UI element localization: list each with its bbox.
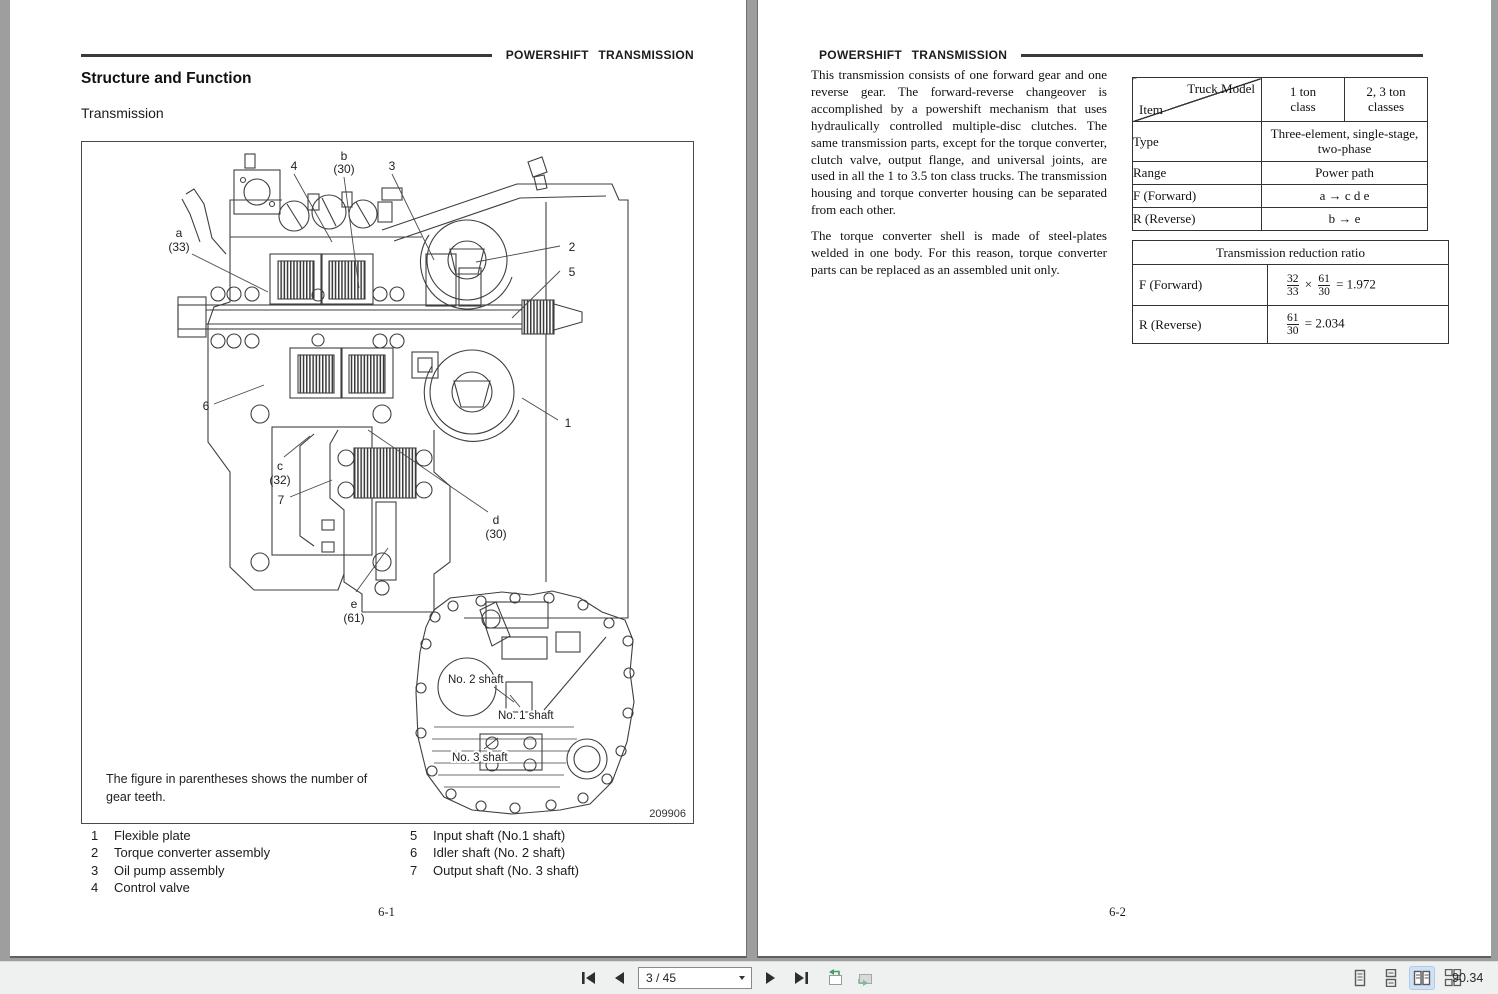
transmission-end-view [416,591,634,814]
body-text [811,67,1107,288]
part-number: 5 [410,828,418,843]
callout-3: 3 [388,159,396,173]
document-page-right [757,0,1491,958]
end-view-shaft-labels [448,674,554,764]
row-value: Power path [1262,162,1428,185]
part-label: Idler shaft (No. 2 shaft) [433,845,566,861]
document-page-left [10,0,747,958]
part-number: 4 [91,879,99,895]
page-navigation-cluster [578,962,876,994]
page-number-right: 6-2 [1109,905,1126,919]
multiply-sign: × [1304,275,1313,291]
callout-d-teeth: (30) [485,527,507,541]
callout-a: a [175,226,183,240]
next-view-button[interactable] [854,968,876,988]
zoom-level-value[interactable]: 90.34 [1452,971,1484,985]
part-number: 3 [91,862,99,878]
part-number: 6 [410,845,418,861]
part-number: 2 [91,845,99,861]
forward-ratio-value [1268,265,1449,306]
page-number-value: 3 / 45 [646,971,677,985]
page-layout-cluster [1348,962,1465,994]
corner-label-truck-model: Truck Model [1187,81,1255,96]
parts-list-item [410,862,710,879]
ratio-result: = 1.972 [1336,275,1376,291]
label-no1-shaft: No. 1 shaft [498,710,554,722]
last-page-icon [793,971,809,985]
right-page-header [819,48,1423,62]
header-rule [1021,54,1423,57]
row-label: R (Reverse) [1133,208,1262,231]
previous-page-button[interactable] [608,968,630,988]
callout-7: 7 [277,493,285,507]
page-number-combobox[interactable] [638,967,752,989]
row-label: Type [1133,122,1262,162]
parts-list-item [91,862,391,879]
reduction-ratio-table [1132,240,1449,344]
callout-5: 5 [568,265,576,279]
next-view-icon [855,969,875,987]
row-label: F (Forward) [1133,265,1268,306]
callout-c: c [277,459,283,473]
corner-label-item: Item [1139,102,1163,117]
part-label: Control valve [114,879,190,895]
label-no3-shaft: No. 3 shaft [452,752,508,764]
first-page-icon [581,971,597,985]
row-label: F (Forward) [1133,185,1262,208]
previous-page-icon [613,971,625,985]
ratio-result: = 2.034 [1304,315,1345,331]
next-page-icon [765,971,777,985]
combobox-caret-icon [739,976,745,980]
part-label: Flexible plate [114,828,191,843]
parts-list-right-column [410,827,710,879]
row-value: a → c d e [1262,185,1428,208]
viewer-status-bar [0,961,1498,994]
page-number-left: 6-1 [378,905,395,919]
parts-list-left-column [91,827,391,896]
paragraph: The torque converter shell is made of steel-plates welded in one body. For this reason, torque converter parts can be replaced as an assembled unit only. [811,228,1107,277]
chapter-title: POWERSHIFT TRANSMISSION [819,48,1008,62]
chapter-title: POWERSHIFT TRANSMISSION [505,48,694,62]
transmission-figure [81,141,694,824]
previous-view-icon [825,969,845,987]
row-label: Range [1133,162,1262,185]
callout-c-teeth: (32) [269,473,291,487]
parts-list-item [91,879,391,896]
part-label: Oil pump assembly [114,862,225,878]
callout-e-teeth: (61) [343,611,365,625]
left-page-header [81,48,694,62]
facing-layout-button[interactable] [1410,967,1434,989]
facing-layout-icon [1412,969,1432,987]
last-page-button[interactable] [790,968,812,988]
callout-d: d [492,513,500,527]
parts-list-item [91,827,391,844]
specs-table-corner-cell [1133,78,1262,122]
parts-list-item [410,827,710,844]
header-rule [81,54,492,57]
figure-number: 209906 [649,808,686,820]
table-title: Transmission reduction ratio [1133,241,1449,265]
previous-view-button[interactable] [824,968,846,988]
callout-e: e [350,597,358,611]
callout-b: b [340,149,348,163]
column-header: 1 ton class [1262,78,1345,122]
transmission-cross-section [175,154,628,618]
specs-table [1132,77,1428,231]
paragraph: This transmission consists of one forward gear and one reverse gear. The forward-reverse changeover is accomplished by a powershift mechanism that uses hydraulically controlled multiple-disc clutches. The same transmission parts, except for the torque converter, clutch valve, output flange, and universal joints, are used in all the 1 to 3.5 ton class trucks. The transmission housing and torque converter housing can be separated from each other. [811,67,1107,218]
callout-6: 6 [202,399,210,413]
part-number: 1 [91,828,99,843]
fraction: $\frac{61}{30}$ [1287,312,1299,337]
parts-list-item [410,844,710,861]
continuous-layout-button[interactable] [1379,967,1403,989]
part-label: Input shaft (No.1 shaft) [433,828,566,843]
fraction: $\frac{61}{30}$ [1318,272,1330,298]
label-no2-shaft: No. 2 shaft [448,674,504,686]
callout-4: 4 [290,159,298,173]
single-page-layout-icon [1351,969,1369,987]
figure-caption: The figure in parentheses shows the number of gear teeth. [106,772,368,804]
first-page-button[interactable] [578,968,600,988]
fraction: $\frac{32}{33}$ [1287,272,1299,298]
row-value: Three-element, single-stage, two-phase [1262,122,1428,162]
next-page-button[interactable] [760,968,782,988]
column-header: 2, 3 ton classes [1345,78,1428,122]
reverse-ratio-value [1268,306,1449,344]
callout-b-teeth: (30) [333,162,355,176]
row-value: b → e [1262,208,1428,231]
continuous-layout-icon [1382,969,1400,987]
section-title: Structure and Function [81,70,252,87]
part-label: Torque converter assembly [114,845,271,861]
section-subtitle: Transmission [81,105,164,121]
row-label: R (Reverse) [1133,306,1268,344]
parts-list-item [91,844,391,861]
callout-1: 1 [564,416,572,430]
part-label: Output shaft (No. 3 shaft) [433,862,579,878]
transmission-figure-svg [82,142,693,823]
callout-a-teeth: (33) [168,240,190,254]
callout-2: 2 [568,240,576,254]
part-number: 7 [410,862,418,878]
single-page-layout-button[interactable] [1348,967,1372,989]
